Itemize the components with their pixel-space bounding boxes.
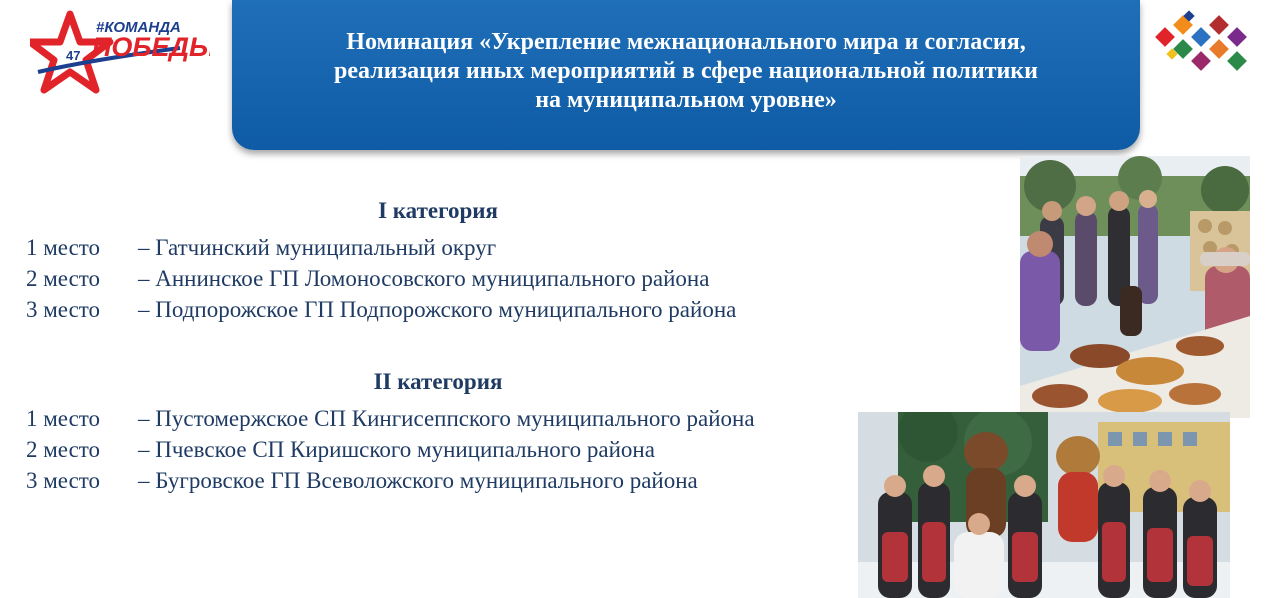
place-label: 2 место [26, 266, 101, 291]
category-2-list [26, 406, 755, 499]
mosaic-emblem-icon [1148, 8, 1260, 76]
place-label: 1 место [26, 406, 101, 431]
nomination-banner [232, 0, 1140, 150]
place-label: 1 место [26, 235, 101, 260]
place-label: 3 место [26, 468, 101, 493]
list-item [26, 266, 736, 297]
winner-name: – Бугровское ГП Всеволожского муниципального района [138, 468, 698, 493]
festival-food-photo [1020, 156, 1250, 418]
logo-word: ПОБЕДЫ [92, 32, 210, 62]
team-victory-logo [30, 8, 210, 100]
winner-name: – Пустомержское СП Кингисеппского муниципального района [138, 406, 755, 431]
place-label: 2 место [26, 437, 101, 462]
category-1-heading: I категория [378, 198, 498, 223]
logo-number: 47 [66, 48, 81, 63]
list-item [26, 437, 755, 468]
winner-name: – Подпорожское ГП Подпорожского муниципального района [138, 297, 737, 322]
category-2-heading: II категория [373, 369, 503, 394]
category-1-list [26, 235, 736, 328]
list-item [26, 235, 736, 266]
page-title: Номинация «Укрепление межнационального мира и согласия, реализация иных мероприятий в сфере национальной политики на муниципальном уровне» [334, 28, 1038, 113]
winner-name: – Гатчинский муниципальный округ [138, 235, 497, 260]
winner-name: – Пчевское СП Киришского муниципального района [138, 437, 655, 462]
logo-hashtag: #КОМАНДА [96, 19, 181, 36]
winner-name: – Аннинское ГП Ломоносовского муниципального района [138, 266, 710, 291]
list-item [26, 297, 736, 328]
list-item [26, 468, 755, 499]
costume-group-photo [858, 412, 1230, 598]
list-item [26, 406, 755, 437]
place-label: 3 место [26, 297, 101, 322]
